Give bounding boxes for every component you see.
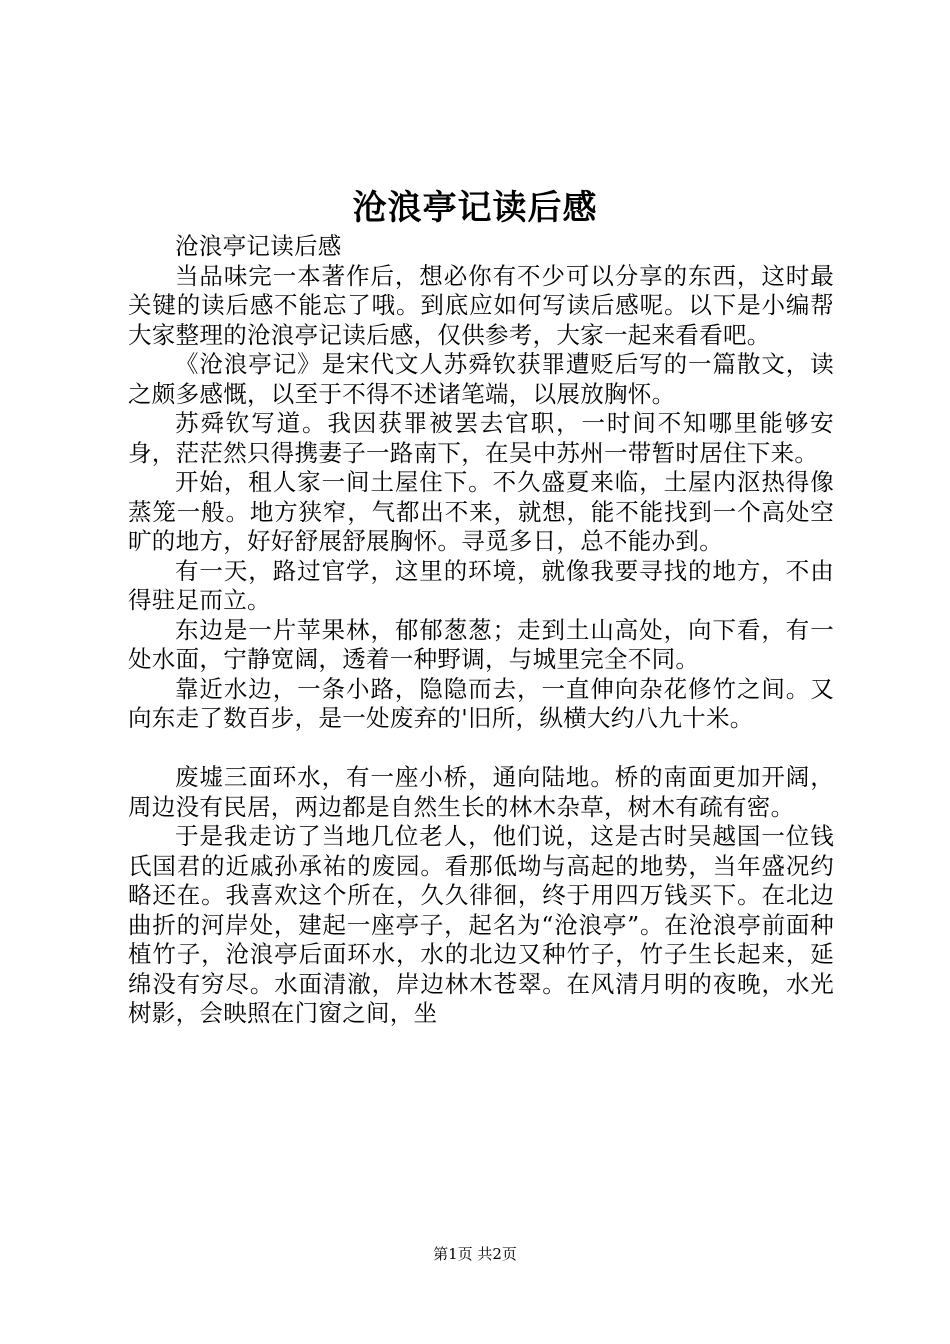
paragraph: 于是我走访了当地几位老人，他们说，这是古时吴越国一位钱氏国君的近戚孙承祐的废园。看那低坳与高起的地势，当年盛况约略还在。我喜欢这个所在，久久徘徊，终于用四万钱买下。在北边曲折的河岸处，建起一座亭子，起名为“沧浪亭”。在沧浪亭前面种植竹子，沧浪亭后面环水，水的北边又种竹子，竹子生长起来，延绵没有穷尽。水面清澈，岸边林木苍翠。在风清月明的夜晚，水光树影，会映照在门窗之间，坐	[128, 822, 834, 1027]
paragraph: 东边是一片苹果林，郁郁葱葱；走到土山高处，向下看，有一处水面，宁静宽阔，透着一种野调，与城里完全不同。	[128, 615, 834, 673]
paragraph: 开始，租人家一间土屋住下。不久盛夏来临，土屋内沤热得像蒸笼一般。地方狭窄，气都出不来，就想，能不能找到一个高处空旷的地方，好好舒展舒展胸怀。寻觅多日，总不能办到。	[128, 468, 834, 555]
blank-line	[128, 734, 834, 764]
paragraph: 靠近水边，一条小路，隐隐而去，一直伸向杂花修竹之间。又向东走了数百步，是一处废弃的'旧所，纵横大约八九十米。	[128, 674, 834, 732]
paragraph: 当品味完一本著作后，想必你有不少可以分享的东西，这时最关键的读后感不能忘了哦。到底应如何写读后感呢。以下是小编帮大家整理的沧浪亭记读后感，仅供参考，大家一起来看看吧。	[128, 261, 834, 349]
paragraph: 《沧浪亭记》是宋代文人苏舜钦获罪遭贬后写的一篇散文，读之颇多感慨，以至于不得不述诸笔端，以展放胸怀。	[128, 350, 834, 408]
paragraph: 有一天，路过官学，这里的环境，就像我要寻找的地方，不由得驻足而立。	[128, 556, 834, 614]
paragraph-heading: 沧浪亭记读后感	[175, 232, 342, 260]
document-body	[128, 232, 834, 1029]
paragraph: 苏舜钦写道。我因获罪被罢去官职，一时间不知哪里能够安身，茫茫然只得携妻子一路南下，在吴中苏州一带暂时居住下来。	[128, 409, 834, 467]
page-footer: 第1页 共2页	[433, 1245, 517, 1263]
paragraph: 废墟三面环水，有一座小桥，通向陆地。桥的南面更加开阔，周边没有民居，两边都是自然生长的林木杂草，树木有疏有密。	[128, 763, 834, 821]
page-title: 沧浪亭记读后感	[352, 188, 598, 228]
